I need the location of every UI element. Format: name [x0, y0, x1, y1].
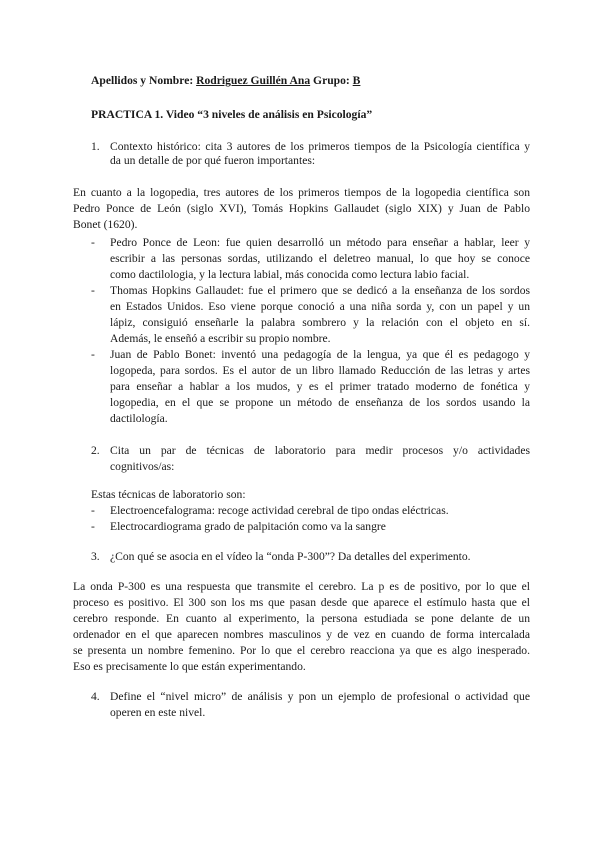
- answer-1-paragraph-line: Pedro Ponce de León (siglo XVI), Tomás Hopkins Gallaudet (siglo XIX) y Juan de Pablo: [73, 202, 530, 215]
- answer-3-paragraph-line: Eso es precisamente lo que están experimentando.: [73, 660, 306, 673]
- group-label: Grupo:: [313, 74, 350, 87]
- answer-3-paragraph-line: La onda P-300 es una respuesta que transmite el cerebro. La p es de positivo, por lo que el: [73, 580, 530, 593]
- name-label: Apellidos y Nombre:: [91, 74, 194, 87]
- practice-title: PRACTICA 1. Video “3 niveles de análisis en Psicología”: [91, 108, 373, 121]
- list-item-line: para enseñar a hablar a los mudos, y es el primer tratado moderno de fonética y: [110, 380, 530, 393]
- question-3-line: ¿Con qué se asocia en el vídeo la “onda P-300”? Da detalles del experimento.: [110, 550, 471, 563]
- list-bullet: -: [91, 284, 95, 297]
- question-1-number: 1.: [91, 140, 100, 153]
- list-bullet: -: [91, 504, 95, 517]
- list-item-line: Juan de Pablo Bonet: inventó una pedagogía de la lengua, ya que él es pedagogo y: [110, 348, 530, 361]
- list-bullet: -: [91, 520, 95, 533]
- answer-3-paragraph-line: proceso es positivo. El 300 son los ms que pasan desde que aparece el estímulo hasta que el: [73, 596, 530, 609]
- question-4-line: operen en este nivel.: [110, 706, 206, 719]
- question-4-number: 4.: [91, 690, 100, 703]
- answer-3-paragraph-line: cerebro responde. En cuanto al experimento, la persona estudiada se pone delante de un: [73, 612, 530, 625]
- list-item-line: Thomas Hopkins Gallaudet: fue el primero que se dedicó a la enseñanza de los sordos: [110, 284, 530, 297]
- question-4-line: Define el “nivel micro” de análisis y pon un ejemplo de profesional o actividad que: [110, 690, 530, 703]
- list-bullet: -: [91, 236, 95, 249]
- answer-1-paragraph-line: En cuanto a la logopedia, tres autores de los primeros tiempos de la logopedia científica son: [73, 186, 530, 199]
- answer-3-paragraph-line: ordenador en el que aparecen nombres masculinos y de vez en cuando de forma intercalada: [73, 628, 530, 641]
- question-1-line: Contexto histórico: cita 3 autores de los primeros tiempos de la Psicología científica y: [110, 140, 530, 153]
- list-item-line: Electrocardiograma grado de palpitación como va la sangre: [110, 520, 386, 533]
- list-bullet: -: [91, 348, 95, 361]
- answer-2-intro: Estas técnicas de laboratorio son:: [91, 488, 246, 501]
- list-item-line: logopeda, para sordos. Es el autor de un libro llamado Reducción de las letras y artes: [110, 364, 530, 377]
- list-item-line: escribir a las personas sordas, utilizando el deletreo manual, lo que hoy se conoce: [110, 252, 530, 265]
- list-item-line: lápiz, consiguió enseñarle la palabra sombrero y la relación con el objeto en sí.: [110, 316, 530, 329]
- list-item-line: Electroencefalograma: recoge actividad cerebral de tipo ondas eléctricas.: [110, 504, 449, 517]
- student-group: B: [352, 74, 361, 87]
- question-3-number: 3.: [91, 550, 100, 563]
- list-item-line: en Estados Unidos. Eso viene porque conoció a una niña sorda y, con un papel y un: [110, 300, 530, 313]
- list-item-line: como dactilologia, y la lectura labial, más conocida como lectura labio facial.: [110, 268, 470, 281]
- student-name: Rodriguez Guillén Ana: [196, 74, 311, 87]
- question-1-line: da un detalle de por qué fueron importantes:: [110, 154, 316, 167]
- list-item-line: Además, le enseñó a escribir su propio nombre.: [110, 332, 331, 345]
- list-item-line: dactilología.: [110, 412, 168, 425]
- answer-1-paragraph-line: Bonet (1620).: [73, 218, 138, 231]
- list-item-line: Pedro Ponce de Leon: fue quien desarrolló un método para enseñar a hablar, leer y: [110, 236, 530, 249]
- question-2-line: Cita un par de técnicas de laboratorio para medir procesos y/o actividades: [110, 444, 530, 457]
- question-2-line: cognitivos/as:: [110, 460, 175, 473]
- question-2-number: 2.: [91, 444, 100, 457]
- student-header: [91, 74, 360, 88]
- answer-3-paragraph-line: se presenta un nombre femenino. Por lo que el cerebro reacciona ya que es algo inesperado.: [73, 644, 530, 657]
- list-item-line: logopedia, en el que se propone un método de enseñanza de los sordos usando la: [110, 396, 530, 409]
